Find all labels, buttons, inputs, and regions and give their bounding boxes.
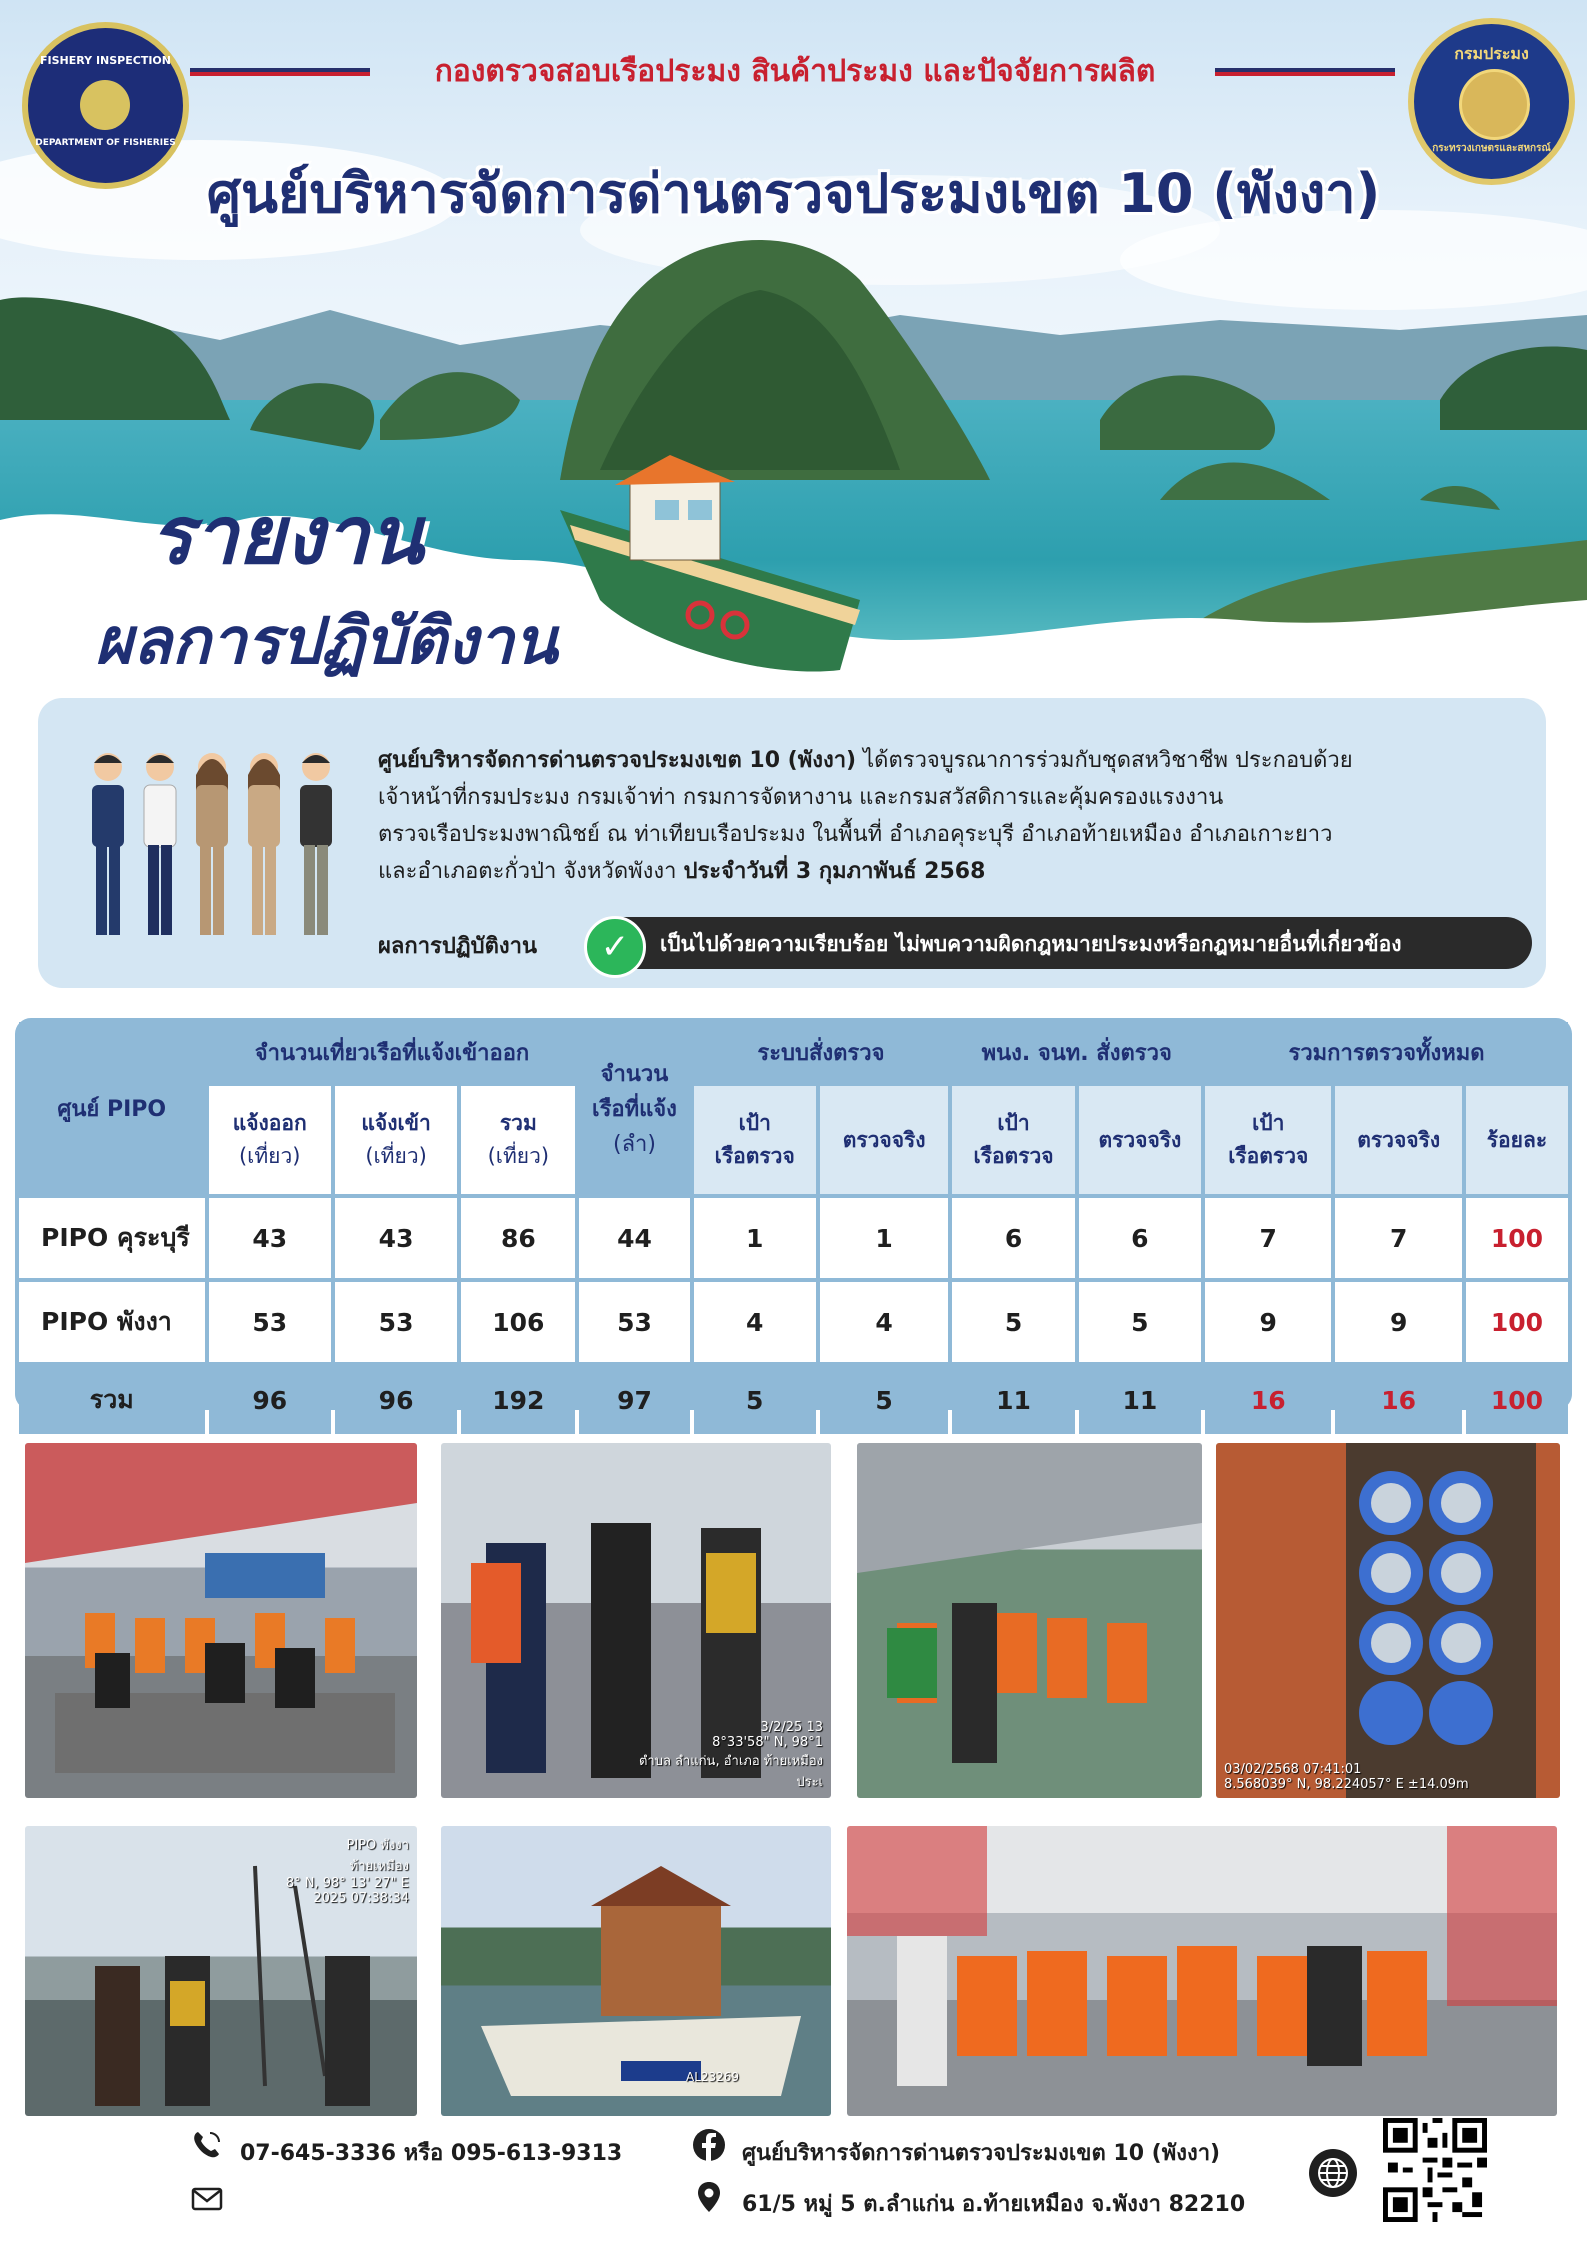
cell-sys-target: 4 — [694, 1282, 816, 1362]
header-officer-group: พนง. จนท. สั่งตรวจ — [952, 1022, 1201, 1082]
report-heading: รายงาน — [150, 489, 424, 582]
cell-tot-target: 7 — [1205, 1198, 1331, 1278]
report-subheading: ผลการปฏิบัติงาน — [95, 605, 558, 679]
header-sys-actual: ตรวจจริง — [820, 1086, 948, 1194]
header-vessels — [579, 1022, 689, 1194]
emblem-icon — [80, 80, 130, 130]
photo-fish-catch-illustration — [1216, 1443, 1560, 1798]
cell-off-target: 5 — [952, 1282, 1074, 1362]
header-sys-target-1: เป้า — [738, 1111, 771, 1135]
header-trips-group: จำนวนเที่ยวเรือที่แจ้งเข้าออก — [209, 1022, 576, 1082]
total-sys-target: 5 — [694, 1366, 816, 1434]
cell-tot-actual: 9 — [1335, 1282, 1461, 1362]
total-in: 96 — [335, 1366, 457, 1434]
header-decor-line-right — [1215, 68, 1395, 76]
total-vessels: 97 — [579, 1366, 689, 1434]
info-text-1: ได้ตรวจบูรณาการร่วมกับชุดสหวิชาชีพ ประกอบด้วย — [856, 748, 1353, 773]
contact-facebook: ศูนย์บริหารจัดการด่านตรวจประมงเขต 10 (พังงา) — [742, 2141, 1221, 2166]
logo-left-top-text: FISHERY INSPECTION — [40, 54, 171, 67]
stats-table — [15, 1018, 1572, 1438]
info-line-3: ตรวจเรือประมงพาณิชย์ ณ ท่าเทียบเรือประมง ในพื้นที่ อำเภอคุระบุรี อำเภอท้ายเหมือง อำเภอเกาะยาว — [378, 822, 1333, 847]
phone-icon — [190, 2128, 224, 2162]
photo-crew-lineup-illustration — [857, 1443, 1202, 1798]
cell-out: 53 — [209, 1282, 331, 1362]
cell-vessels: 44 — [579, 1198, 689, 1278]
officer-figure-4 — [248, 753, 280, 935]
photo-fishing-vessel-illustration — [441, 1826, 831, 2116]
contact-address: 61/5 หมู่ 5 ต.ลำแก่น อ.ท้ายเหมือง จ.พังงา 82210 — [742, 2192, 1246, 2217]
cell-off-target: 6 — [952, 1198, 1074, 1278]
logo-left-bottom-text: DEPARTMENT OF FISHERIES — [35, 138, 176, 148]
location-pin-icon — [692, 2180, 726, 2214]
total-name: รวม — [19, 1366, 205, 1434]
staff-illustration — [88, 745, 358, 955]
officer-figure-1 — [92, 753, 124, 935]
info-description — [378, 742, 1518, 890]
cell-sum: 86 — [461, 1198, 575, 1278]
total-sum: 192 — [461, 1366, 575, 1434]
header-tot-actual: ตรวจจริง — [1335, 1086, 1461, 1194]
cell-tot-actual: 7 — [1335, 1198, 1461, 1278]
total-off-target: 11 — [952, 1366, 1074, 1434]
total-off-actual: 11 — [1079, 1366, 1201, 1434]
info-line-1 — [378, 742, 1518, 779]
officer-figure-3 — [196, 753, 228, 935]
organization-name: กองตรวจสอบเรือประมง สินค้าประมง และปัจจัยการผลิต — [434, 54, 1156, 89]
contact-phone: 07-645-3336 หรือ 095-613-9313 — [240, 2141, 623, 2166]
header-off-target-1: เป้า — [997, 1111, 1030, 1135]
fishery-inspection-logo — [22, 22, 189, 189]
globe-icon — [1308, 2148, 1358, 2198]
cell-in: 43 — [335, 1198, 457, 1278]
photo-officers-interview — [441, 1443, 831, 1798]
officer-figure-2 — [144, 753, 176, 935]
total-out: 96 — [209, 1366, 331, 1434]
photo-crew-lifejackets-illustration — [847, 1826, 1557, 2116]
header-off-target-2: เรือตรวจ — [973, 1144, 1054, 1168]
cell-vessels: 53 — [579, 1282, 689, 1362]
boat-registration: AL23269 — [686, 2070, 740, 2084]
header-out-unit: (เที่ยว) — [238, 1144, 301, 1168]
info-text-4: และอำเภอตะกั่วป่า จังหวัดพังงา — [378, 859, 684, 884]
photo-crew-lifejackets — [847, 1826, 1557, 2116]
header-percent: ร้อยละ — [1466, 1086, 1568, 1194]
header-tot-target-1: เป้า — [1252, 1111, 1285, 1135]
header-vessels-line1: จำนวน — [600, 1061, 669, 1087]
photo-pier-inspection — [25, 1826, 417, 2116]
result-label: ผลการปฏิบัติงาน — [378, 934, 537, 959]
photo-fish-catch — [1216, 1443, 1560, 1798]
cell-out: 43 — [209, 1198, 331, 1278]
header-system-group: ระบบสั่งตรวจ — [694, 1022, 949, 1082]
total-percent: 100 — [1466, 1366, 1568, 1434]
total-tot-target: 16 — [1205, 1366, 1331, 1434]
table-row — [19, 1282, 1568, 1362]
header-decor-line-left — [190, 68, 370, 76]
cell-sum: 106 — [461, 1282, 575, 1362]
cell-off-actual: 5 — [1079, 1282, 1201, 1362]
photo-location-caption: PIPO พังงา ท้ายเหมือง 8° N, 98° 13' 27" E 2025 07:38:34 — [285, 1838, 409, 1906]
header-out — [209, 1086, 331, 1194]
seal-top-text: กรมประมง — [1454, 44, 1529, 63]
row-name: PIPO พังงา — [19, 1282, 205, 1362]
cell-in: 53 — [335, 1282, 457, 1362]
photo-gps-caption: 03/02/2568 07:41:01 8.568039° N, 98.224057° E ±14.09m — [1224, 1762, 1469, 1792]
seal-bottom-text: กระทรวงเกษตรและสหกรณ์ — [1432, 143, 1551, 154]
seal-emblem-icon — [1459, 69, 1530, 140]
center-name: ศูนย์บริหารจัดการด่านตรวจประมงเขต 10 (พังงา) — [378, 748, 857, 773]
header-sum-unit: (เที่ยว) — [487, 1144, 550, 1168]
check-icon: ✓ — [584, 916, 646, 978]
header-tot-target-2: เรือตรวจ — [1228, 1144, 1309, 1168]
header-vessels-line2: เรือที่แจ้ง — [592, 1096, 677, 1122]
email-icon — [190, 2182, 224, 2216]
report-date: ประจำวันที่ 3 กุมภาพันธ์ 2568 — [683, 859, 986, 884]
header-in — [335, 1086, 457, 1194]
result-text: เป็นไปด้วยความเรียบร้อย ไม่พบความผิดกฎหมายประมงหรือกฎหมายอื่นที่เกี่ยวข้อง — [660, 932, 1402, 956]
cell-percent: 100 — [1466, 1198, 1568, 1278]
photo-crew-lineup — [857, 1443, 1202, 1798]
header-tot-target — [1205, 1086, 1331, 1194]
table-row — [19, 1198, 1568, 1278]
row-name: PIPO คุระบุรี — [19, 1198, 205, 1278]
officer-figure-5 — [300, 753, 332, 935]
cell-sys-actual: 1 — [820, 1198, 948, 1278]
photo-inspection-hall-illustration — [25, 1443, 417, 1798]
info-line-4 — [378, 853, 1518, 890]
header-off-target — [952, 1086, 1074, 1194]
header-sum-label: รวม — [499, 1111, 537, 1135]
header-in-label: แจ้งเข้า — [361, 1111, 431, 1135]
total-tot-actual: 16 — [1335, 1366, 1461, 1434]
cell-tot-target: 9 — [1205, 1282, 1331, 1362]
header-sys-target — [694, 1086, 816, 1194]
table-total-row — [19, 1366, 1568, 1434]
header-out-label: แจ้งออก — [232, 1111, 307, 1135]
cell-off-actual: 6 — [1079, 1198, 1201, 1278]
header-in-unit: (เที่ยว) — [365, 1144, 427, 1168]
header-total-group: รวมการตรวจทั้งหมด — [1205, 1022, 1568, 1082]
info-line-2: เจ้าหน้าที่กรมประมง กรมเจ้าท่า กรมการจัดหางาน และกรมสวัสดิการและคุ้มครองแรงงาน — [378, 785, 1224, 810]
header-sum — [461, 1086, 575, 1194]
page-title: ศูนย์บริหารจัดการด่านตรวจประมงเขต 10 (พังงา) — [206, 162, 1381, 225]
header-vessels-unit: (ลำ) — [612, 1131, 656, 1157]
header-off-actual: ตรวจจริง — [1079, 1086, 1201, 1194]
facebook-icon — [692, 2128, 726, 2162]
cell-sys-target: 1 — [694, 1198, 816, 1278]
photo-timestamp-caption: 3/2/25 13 8°33'58" N, 98°1 ตำบล ลำแก่น, อำเภอ ท้ายเหมือง ประเ — [638, 1720, 823, 1790]
photo-fishing-vessel — [441, 1826, 831, 2116]
cell-sys-actual: 4 — [820, 1282, 948, 1362]
department-of-fisheries-seal — [1408, 18, 1575, 185]
total-sys-actual: 5 — [820, 1366, 948, 1434]
photo-inspection-hall — [25, 1443, 417, 1798]
header-center: ศูนย์ PIPO — [19, 1022, 205, 1194]
cell-percent: 100 — [1466, 1282, 1568, 1362]
qr-code[interactable] — [1383, 2118, 1487, 2222]
header-sys-target-2: เรือตรวจ — [714, 1144, 795, 1168]
